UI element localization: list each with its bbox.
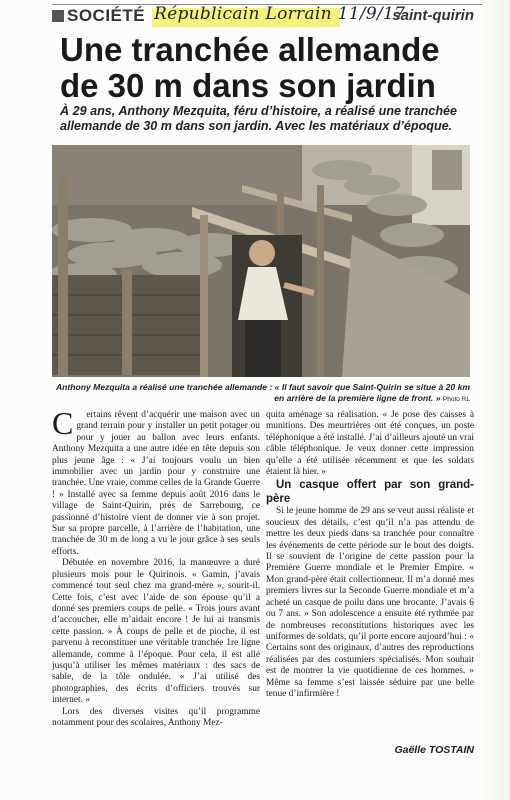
body-paragraph-3-continued: quita aménage sa réalisation. « Je pose des caisses à munitions. Des meurtrières ont été conçues, un poste téléphonique a été installé. J’ai d’ailleurs ajouté un vrai câble téléphonique. Je veux donner cette impression qu’elle a été utilisée récemment et que les soldats étaient là hier. » — [266, 410, 474, 478]
scan-edge — [482, 0, 510, 800]
standfirst: À 29 ans, Anthony Mezquita, féru d’histoire, a réalisé une tranchée allemande de 30 m dans son jardin. Avec les matériaux d’époque. — [60, 104, 458, 133]
handwritten-annotation: Républicain Lorrain 11/9/17 — [154, 4, 406, 24]
article-column-1 — [52, 405, 260, 729]
square-bullet-icon — [52, 10, 64, 22]
headline: Une tranchée allemande de 30 m dans son jardin — [60, 31, 440, 104]
photo-caption — [52, 382, 470, 405]
body-paragraph-2: Débutée en novembre 2016, la manœuvre a duré plusieurs mois pour le Quirinois. « Gamin, j’avais commencé tout seul chez ma grand-mère », sourit-il. Cette fois, c’est avec l’aide de son épouse qu’il a donné ses premiers coups de pelle. « Trois jours avant d’accoucher, elle m’aidait encore ! Je lui ai transmis cette passion. » À coups de pelle et de pioche, il est parvenu à reconstituer une véritable tranchée 1re ligne allemande, comme à l’époque. Pour cela, il est allé jusqu’à utiliser les mêmes matériaux : des sacs de sable, de la tôle ondulée. « J’ai utilisé des photographies, des écrits d’officiers trouvés sur internet. » — [52, 558, 260, 706]
section-rubric — [52, 6, 145, 26]
body-paragraph-1-text: ertains rêvent d’acquérir une maison avec un grand terrain pour y installer un petit potager ou pour y jouer au ballon avec leurs enfants. Anthony Mezquita a une autre idée en tête depuis son plus jeune âge : « J’ai toujours voulu un bien immobilier avec un jardin pour y construire une tranchée. Une vraie, comme celles de la Grande Guerre ! » Installé avec sa femme depuis août 2016 dans le village de Saint-Quirin, près de Sarrebourg, ce passionné d’histoire vient de donner vie à son projet. Sur sa propre parcelle, à l’arrière de l’habitation, une tranchée de 30 m de long a vu le jour grâce à ses seuls efforts. — [52, 410, 260, 557]
caption-text: Anthony Mezquita a réalisé une tranchée allemande : « Il faut savoir que Saint-Quirin se situe à 20 km en arrière de la première ligne de front. » — [55, 382, 470, 403]
drop-cap: C — [52, 405, 74, 441]
subheading: Un casque offert par son grand-père — [266, 479, 474, 506]
body-paragraph-3: Lors des diverses visites qu’il programme notamment pour des scolaires, Anthony Mez- — [52, 706, 260, 728]
trench-photo-illustration — [52, 145, 470, 377]
body-paragraph-1 — [52, 405, 260, 558]
page-header — [52, 6, 482, 28]
article-column-2 — [266, 410, 474, 700]
author-signature: Gaëlle TOSTAIN — [394, 744, 474, 756]
body-paragraph-4: Si le jeune homme de 29 ans se veut aussi réaliste et soucieux des détails, c’est qu’il n’a pas attendu de mettre les deux pieds dans sa tranchée pour connaître les événements de cette période sur le bout des doigts. Il se souvient de l’origine de cette passion pour la Première Guerre mondiale et le Premier Empire. « Mon grand-père était collectionneur. Il m’a donné mes premiers livres sur la Seconde Guerre mondiale et m’a acheté un casque de poilu dans une brocante. J’avais 6 ou 7 ans. » Son adolescence a ensuite été rythmée par de nombreuses reconstitutions historiques avec les uniformes de soldats, qu’il porte encore aujourd’hui : « Certains sont des originaux, d’autres des reproductions réalisées par des costumiers spécialisés. Mon souhait est de montrer la vie quotidienne de ces hommes. » Même sa femme s’est laissée séduire par une belle tenue d’infirmière ! — [266, 506, 474, 699]
section-label: SOCIÉTÉ — [67, 6, 146, 25]
photo-credit: Photo RL — [442, 396, 470, 403]
town-label: saint-quirin — [392, 7, 474, 24]
article-photo — [52, 145, 470, 377]
